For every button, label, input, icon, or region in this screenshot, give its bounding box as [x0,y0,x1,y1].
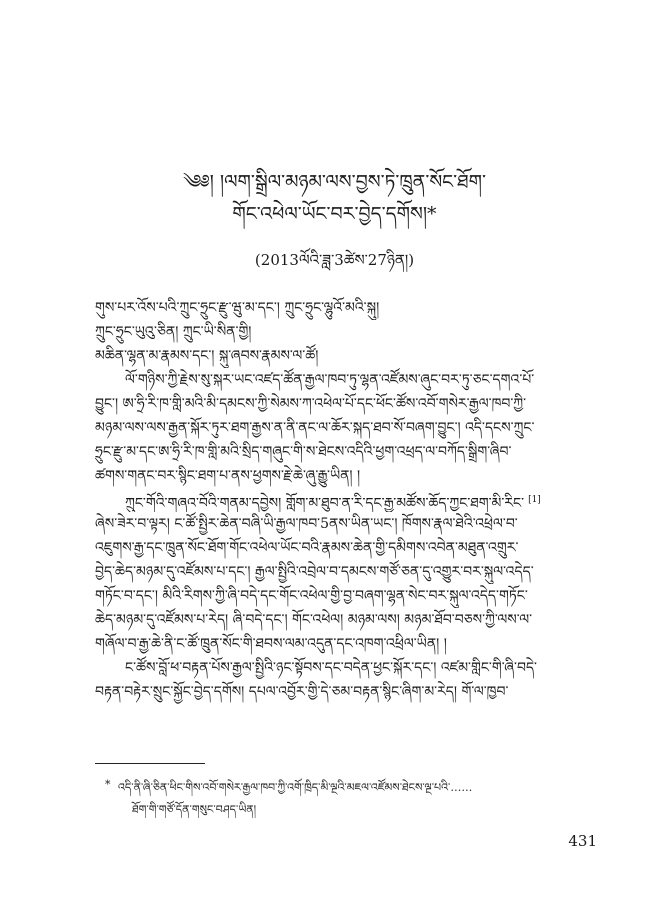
body-line [95,536,595,560]
body-line [95,320,595,344]
body-line [95,608,595,632]
page-number: 431 [568,832,597,850]
body-line-text: འཇུགས་རྒྱ་དང་ཁྲུན་སོང་ཐོག་གོང་འཕེལ་ཡོང་བའི་རྣམས་ཆེན་གྱི་དམིགས་འབེན་མཐུན་འགྲུར་ [95,540,519,556]
body-line-text: གཏོང་བ་དང་། མིའི་རིགས་ཀྱི་ཞི་བདེ་དང་གོང་འཕེལ་གྱི་བྱ་བཞག་ལྷན་སེང་བར་སྐུལ་འདེད་གཏོང་ [95,588,528,604]
body-line-text: བྱུང་། ཨ་ཧྲི་རི་ཁ་གླི་མའི་མི་དམངས་ཀྱི་སེམས་ཀ་འཕེལ་པོ་དང་ཕོང་ཚོས་འབོ་གསེར་རྒྱལ་ཁབ་ཀྱི་ [95,396,527,412]
body-line-text: བརྟན་བརྟེར་སྲུང་སྐྱོང་བྱེད་དགོས། དཔལ་འབྱོར་གྱི་དེ་ཅམ་བརྟན་སྙིང་ཞིག་མ་རེད། གོ་ལ་ཁྱབ་ [95,684,509,700]
body-line-text: ཀྲུང་གོའི་གཞའ་བོའི་གནམ་དབྱེས། གློག་མ་ཐུབ་ན་རི་དང་རྒྱ་མཚོས་ཆོད་ཀྱང་ཐག་མི་རིང་ [125,495,525,512]
body-line-text: ཧྲུང་རྫུ་མ་དང་ཨ་ཧྲི་རི་ཁ་གླི་མའི་སྲིད་གཞུང་གི་ས་ཐེངས་འདིའི་ཕྱག་འཕྲད་ལ་བཀོད་སྒྲིག་ཞིབ་ [95,444,512,460]
body-line-text: མཆིན་ལྷན་མ་རྣམས་དང་། སྐུ་ཞབས་རྣམས་ལ་ཚོ། [95,348,319,364]
body-line-text: ཀྲུང་ཧྲུང་ཡུའུ་ཅིན། ཀྲུང་ཡི་སིན་གྱི། [95,324,252,340]
body-line [95,392,595,416]
body-line [95,368,595,392]
body-line-text: གུས་པར་འོས་པའི་ཀྲུང་ཧྲུང་རྫུ་ཝུ་མ་དང་། ཀྲུང་ཧྲུང་ལྷུའོ་མའི་སྐུ། [95,300,380,316]
footnote-mark: * [105,778,111,791]
speech-date: (2013ལོའི་ཟླ་3ཚེས་27ཉིན།) [254,251,415,269]
body-line [95,632,595,656]
body-line [95,656,595,680]
body-line [95,560,595,584]
footnote-line-2: ཐོག་གི་གཙོ་དོན་གསུང་བཤད་ཡིན། [132,803,257,816]
body-line-text: ལོ་གཉིས་ཀྱི་རྗེས་སུ་སྐར་ཡང་འཛད་ཚོན་རྒྱལ་ཁབ་ཏུ་ལྷན་འཛོམས་ཞུང་བར་ཏུ་ཅང་དགའ་པོ་ [125,372,535,388]
footnote-line-1: འདི་ནི་ཞི་ཅིན་ཕིང་གིས་འབོ་གསེར་རྒྱལ་ཁབ་ཀྱི་འགོ་ཁྲིད་མི་ལྔའི་མཇལ་འཛོམས་ཐེངས་ལྔ་པའི་…… [118,781,473,794]
body-line [95,296,595,320]
body-line-text: ཆེད་མཉམ་དུ་འཛོམས་པ་རེད། ཞི་བདེ་དང་། གོང་འཕེལ། མཉམ་ལས། མཉམ་ཐོབ་བཅས་ཀྱི་ལས་ལ་ [95,612,533,628]
title-line-2: གོང་འཕེལ་ཡོང་བར་བྱེད་དགོས།* [232,203,437,225]
body-line [95,512,595,536]
body-line [95,488,595,512]
body-line-text: བྱེད་ཆེད་མཉམ་དུ་འཛོམས་པ་དང་། རྒྱལ་སྤྱིའི་འབྲེལ་བ་དམངས་གཙོ་ཅན་དུ་འགྱུར་བར་སྐུལ་འདེད་ [95,564,534,580]
body-line [95,344,595,368]
body-line [95,680,595,704]
body-text [95,296,595,704]
title-line-1: ༄༅། །ལག་སྒྲིལ་མཉམ་ལས་བྱས་ཏེ་ཁྲུན་སོང་ཐོག་ [183,171,486,193]
body-line [95,416,595,440]
body-line [95,464,595,488]
body-line-text: ང་ཚོས་བློ་ཕ་བརྟན་པོས་རྒྱལ་སྤྱིའི་ཉང་སྟོབས་དང་བདེན་ཕྱང་སྐོར་དང་། འཛམ་གླིང་གི་ཞི་བདེ་ [125,660,537,676]
footnote-rule [95,763,205,764]
body-line-text: ཚགས་གནང་བར་སྙིང་ཐག་པ་ནས་ཕྱགས་རྗེ་ཆེ་ཞུ་རྒྱུ་ཡིན། ། [95,468,361,484]
body-line-text: ཞེས་ཟེར་བ་ལྟར། ང་ཚོ་སྤྱིར་ཆེན་བཞི་ཡི་རྒྱལ་ཁབ་5ནས་ཡིན་ཡང་། ཁོགས་རྣལ་ཐེའི་འཕྲེལ་བ་ [95,516,518,532]
body-line [95,584,595,608]
body-line [95,440,595,464]
body-line-text: མཉམ་ལས་ལས་རྒྱན་སྐོར་ཏུར་ཐག་རྒྱས་ན་ནི་ནང་ལ་ཆོར་སྐད་ཐབ་སོ་བཞག་བྱུང་། འདི་དངས་ཀྲུང་ [95,420,535,436]
body-line-text: གཞོལ་བ་རྒྱ་ཆེ་ནི་ང་ཚོ་ཁྲུན་སོང་གི་ཐབས་ལམ་འདུན་དང་འཁག་འཕྲིལ་ཡིན། ། [95,636,447,652]
footnote-reference: [1] [528,495,541,505]
